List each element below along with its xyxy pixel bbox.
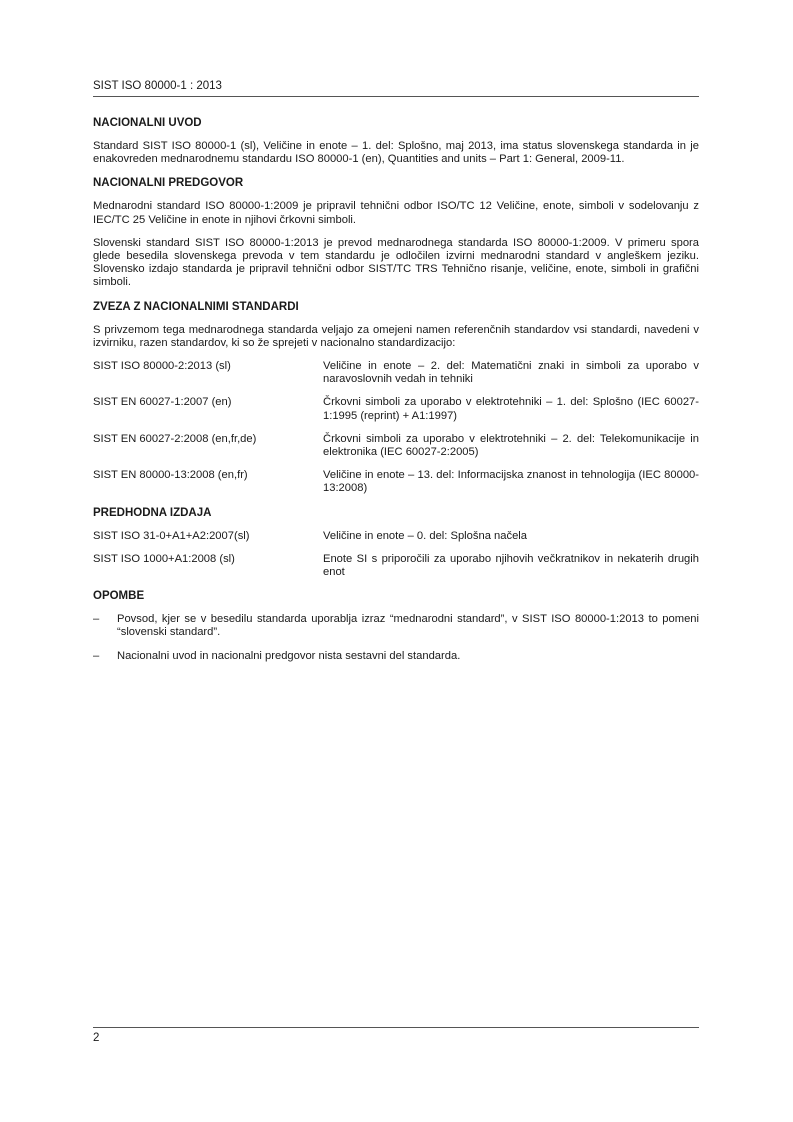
standard-code: SIST ISO 31-0+A1+A2:2007(sl): [93, 529, 250, 542]
note-text: Povsod, kjer se v besedilu standarda uporablja izraz “mednarodni standard”, v SIST ISO 80000-1:2013 to pomeni “slovenski standard”.: [117, 613, 699, 639]
standard-code: SIST EN 60027-2:2008 (en,fr,de): [93, 432, 257, 445]
section-heading: NACIONALNI PREDGOVOR: [93, 177, 244, 190]
standard-description: Veličine in enote – 0. del: Splošna načela: [323, 529, 528, 542]
standard-row: [93, 553, 699, 579]
note-item: [93, 613, 699, 639]
note-text: Nacionalni uvod in nacionalni predgovor nista sestavni del standarda.: [117, 649, 461, 662]
standard-description: Črkovni simboli za uporabo v elektrotehniki – 1. del: Splošno (IEC 60027-1:1995 (reprint) + A1:1997): [323, 396, 699, 422]
section-heading: PREDHODNA IZDAJA: [93, 506, 212, 519]
list-dash: –: [93, 613, 100, 626]
page-number: 2: [93, 1032, 100, 1044]
list-dash: –: [93, 649, 100, 662]
standard-code: SIST ISO 1000+A1:2008 (sl): [93, 552, 235, 565]
standard-description: Črkovni simboli za uporabo v elektrotehniki – 2. del: Telekomunikacije in elektronika (IEC 60027-2:2005): [323, 432, 699, 459]
document-page: [93, 0, 699, 1122]
standard-row: [93, 433, 699, 459]
standard-description: Veličine in enote – 13. del: Informacijska znanost in tehnologija (IEC 80000-13:2008): [323, 469, 699, 495]
running-header: SIST ISO 80000-1 : 2013: [93, 80, 222, 92]
standard-description: Veličine in enote – 2. del: Matematični znaki in simboli za uporabo v naravoslovnih vedah in tehniki: [323, 360, 699, 386]
header-rule: [93, 96, 699, 97]
standard-code: SIST EN 80000-13:2008 (en,fr): [93, 469, 248, 482]
standard-row: [93, 360, 699, 386]
paragraph: S privzemom tega mednarodnega standarda veljajo za omejeni namen referenčnih standardov vsi standardi, navedeni v izvirniku, razen standardov, ki so že sprejeti v nacionalno standardizacijo:: [93, 323, 699, 349]
paragraph: Slovenski standard SIST ISO 80000-1:2013 je prevod mednarodnega standarda ISO 80000-1:2009. V primeru spora glede besedila slovenskega prevoda v tem standardu je odločilen izvirni mednarodni standard v angleškem jeziku. Slovensko izdajo standarda je pripravil tehnični odbor SIST/TC TRS Tehnično risanje, veličine, enote, simboli in grafični simboli.: [93, 236, 699, 289]
paragraph: Mednarodni standard ISO 80000-1:2009 je pripravil tehnični odbor ISO/TC 12 Veličine, enote, simboli v sodelovanju z IEC/TC 25 Veličine in enote in njihovi črkovni simboli.: [93, 200, 699, 226]
section-heading: NACIONALNI UVOD: [93, 117, 202, 129]
footer-rule: [93, 1027, 699, 1028]
standard-description: Enote SI s priporočili za uporabo njihovih večkratnikov in nekaterih drugih enot: [323, 552, 699, 579]
section-heading: OPOMBE: [93, 590, 145, 603]
section-notes: [93, 589, 699, 663]
section-heading: ZVEZA Z NACIONALNIMI STANDARDI: [93, 300, 299, 313]
standard-row: [93, 469, 699, 495]
standard-row: [93, 396, 699, 422]
section-national-standards: [93, 300, 699, 496]
section-national-foreword: [93, 176, 699, 289]
paragraph: Standard SIST ISO 80000-1 (sl), Veličine in enote – 1. del: Splošno, maj 2013, ima status slovenskega standarda in je enakovreden mednarodnemu standardu ISO 80000-1 (en), Quantities and units – Part 1: General, 2009-11.: [93, 140, 699, 166]
standard-code: SIST ISO 80000-2:2013 (sl): [93, 360, 231, 373]
section-previous-edition: [93, 506, 699, 580]
standard-row: [93, 530, 699, 543]
page-content: [93, 116, 699, 673]
note-item: [93, 650, 699, 663]
standard-code: SIST EN 60027-1:2007 (en): [93, 396, 232, 409]
section-national-introduction: [93, 116, 699, 166]
